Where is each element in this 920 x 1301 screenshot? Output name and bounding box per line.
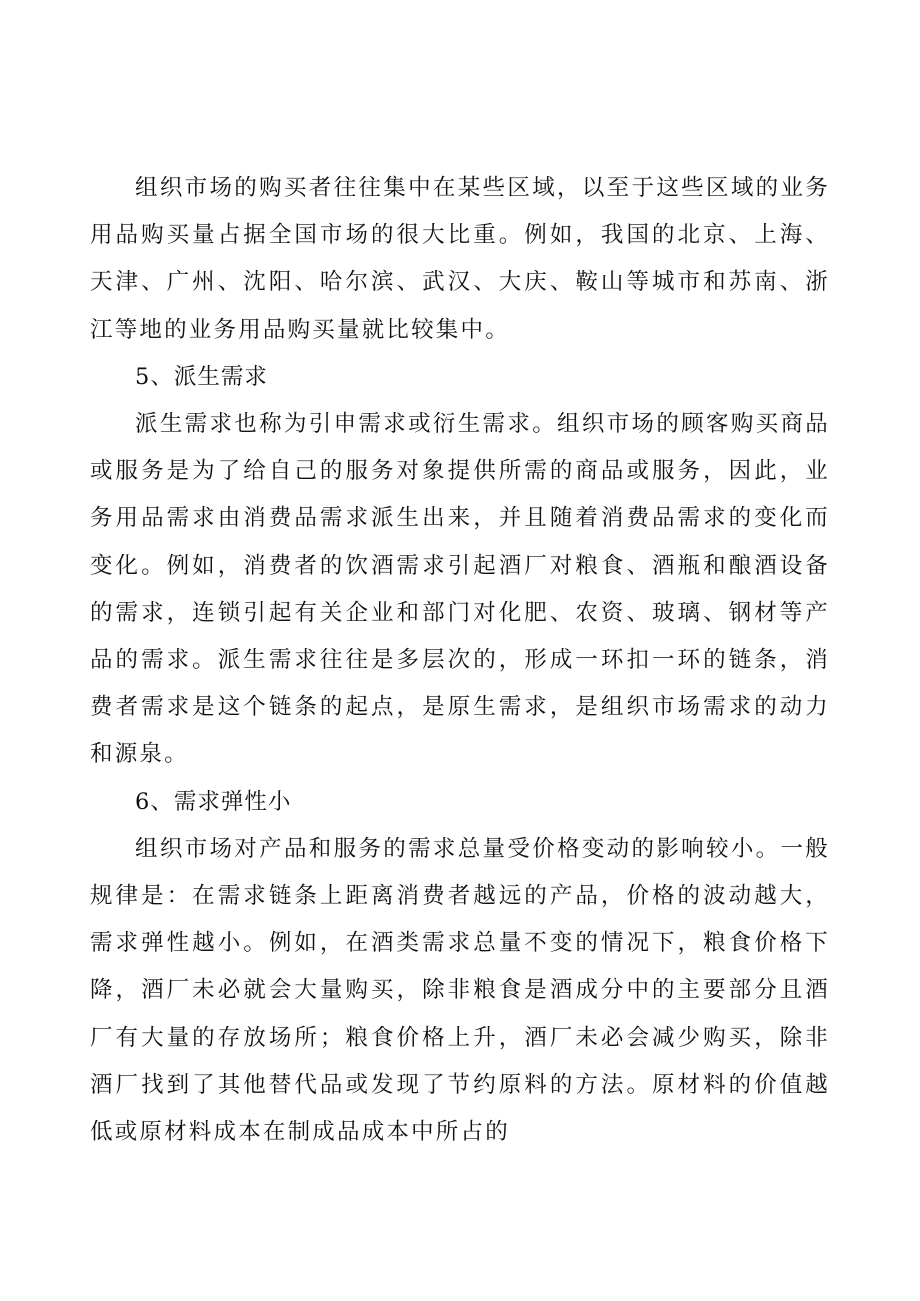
- paragraph-regional-concentration: 组织市场的购买者往往集中在某些区域，以至于这些区域的业务用品购买量占据全国市场的很大比重。例如，我国的北京、上海、天津、广州、沈阳、哈尔滨、武汉、大庆、鞍山等城市和苏南、浙江等地的业务用品购买量就比较集中。: [90, 175, 830, 343]
- paragraph-derived-demand: 派生需求也称为引申需求或衍生需求。组织市场的顾客购买商品或服务是为了给自己的服务对象提供所需的商品或服务，因此，业务用品需求由消费品需求派生出来，并且随着消费品需求的变化而变化。例如，消费者的饮酒需求引起酒厂对粮食、酒瓶和酿酒设备的需求，连锁引起有关企业和部门对化肥、农资、玻璃、钢材等产品的需求。派生需求往往是多层次的，形成一环扣一环的链条，消费者需求是这个链条的起点，是原生需求，是组织市场需求的动力和源泉。: [90, 411, 830, 768]
- section-heading-low-elasticity: 6、需求弹性小: [135, 788, 292, 815]
- paragraph-low-elasticity: 组织市场对产品和服务的需求总量受价格变动的影响较小。一般规律是：在需求链条上距离消费者越远的产品，价格的波动越大，需求弹性越小。例如，在酒类需求总量不变的情况下，粮食价格下降，酒厂未必就会大量购买，除非粮食是酒成分中的主要部分且酒厂有大量的存放场所；粮食价格上升，酒厂未必会减少购买，除非酒厂找到了其他替代品或发现了节约原料的方法。原材料的价值越低或原材料成本在制成品成本中所占的: [90, 835, 830, 1146]
- document-body: [90, 165, 830, 1156]
- section-heading-derived-demand: 5、派生需求: [135, 363, 268, 390]
